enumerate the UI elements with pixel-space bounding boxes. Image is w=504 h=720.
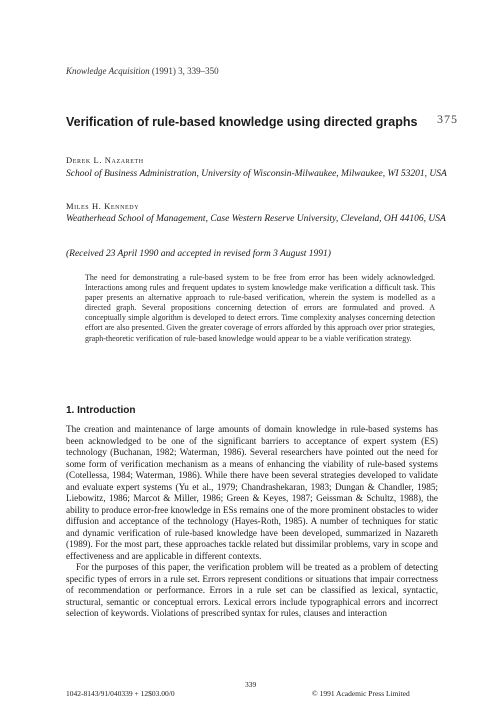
copyright-notice: © 1991 Academic Press Limited <box>312 689 410 698</box>
body-paragraph-1: The creation and maintenance of large amounts of domain knowledge in rule-based systems has been acknowledged to be one of the significant barriers to acceptance of expert system (ES) technology (Buchanan, 1982; Waterman, 1986). Several researchers have pointed out the need for some form of verification mechanism as a means of enhancing the viability of rule-based systems (Cotellessa, 1984; Waterman, 1986). While there have been several strategies developed to validate and evaluate expert systems (Yu et al., 1979; Chandrashekaran, 1983; Dungan & Chandler, 1985; Liebowitz, 1986; Marcot & Miller, 1986; Green & Keyes, 1987; Geissman & Schultz, 1988), the ability to produce error-free knowledge in ESs remains one of the more prominent obstacles to wider diffusion and acceptance of the technology (Hayes-Roth, 1985). A number of techniques for static and dynamic verification of rule-based knowledge have been developed, summarized in Nazareth (1989). For the most part, these approaches tackle related but dissimilar problems, vary in scope and effectiveness and are applicable in different contexts. <box>66 424 438 561</box>
author-name-2: Miles H. Kennedy <box>66 201 140 211</box>
author-name-1: Derek L. Nazareth <box>66 155 144 165</box>
body-paragraph-2: For the purposes of this paper, the verification problem will be treated as a problem of detecting specific types of errors in a rule set. Errors represent conditions or situations that impair correctness of recommendation or performance. Errors in a rule set can be classified as lexical, syntactic, structural, semantic or conceptual errors. Lexical errors include typographical errors and incorrect selection of keywords. Violations of prescribed syntax for rules, clauses and interaction <box>66 562 438 618</box>
journal-citation <box>66 66 219 76</box>
article-code: 1042-8143/91/040339 + 12$03.00/0 <box>66 689 175 698</box>
author-affiliation-2: Weatherhead School of Management, Case Western Reserve University, Cleveland, OH 44106, USA <box>66 214 446 224</box>
author-affiliation-1: School of Business Administration, University of Wisconsin-Milwaukee, Milwaukee, WI 53201, USA <box>66 169 447 179</box>
handwritten-stamp: 375 <box>437 112 458 126</box>
paper-title: Verification of rule-based knowledge using directed graphs <box>66 115 418 129</box>
page-number: 339 <box>245 680 257 689</box>
section-heading: 1. Introduction <box>66 405 136 416</box>
journal-name: Knowledge Acquisition <box>66 66 150 76</box>
received-date: (Received 23 April 1990 and accepted in revised form 3 August 1991) <box>66 249 331 259</box>
journal-volume: (1991) 3, 339–350 <box>149 66 219 76</box>
section-body <box>66 424 438 620</box>
abstract: The need for demonstrating a rule-based system to be free from error has been widely acknowledged. Interactions among rules and frequent updates to system knowledge make verification a difficult task. This paper presents an alternative approach to rule-based verification, wherein the system is modelled as a directed graph. Several propositions concerning detection of errors are formulated and proved. A conceptually simple algorithm is developed to detect errors. Time complexity analyses concerning detection effort are also presented. Given the greater coverage of errors afforded by this approach over prior strategies, graph-theoretic verification of rule-based knowledge would appear to be a viable verification strategy. <box>85 273 435 343</box>
